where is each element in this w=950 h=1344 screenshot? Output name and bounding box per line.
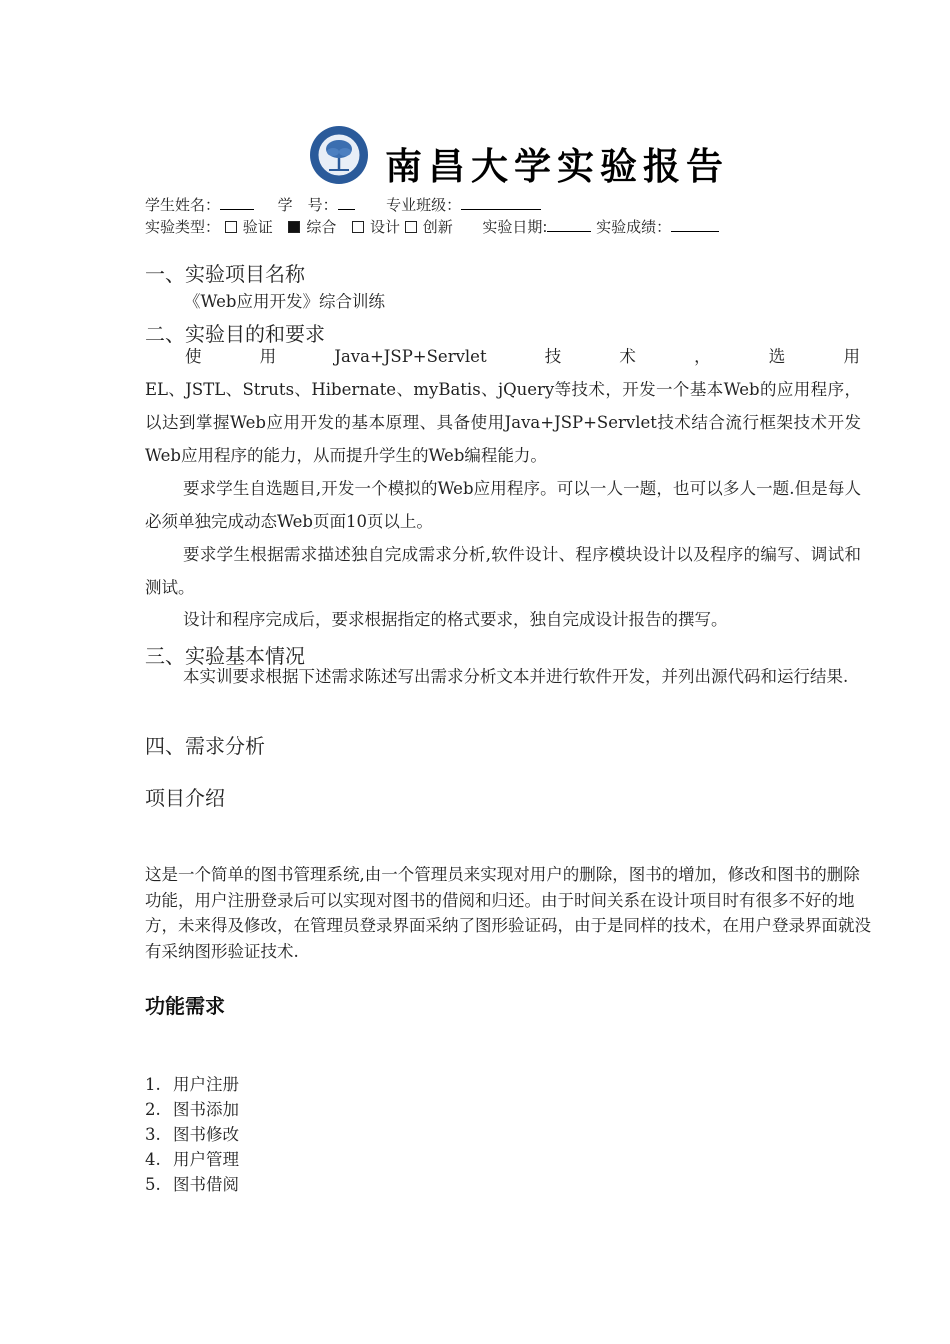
section-2-paragraph-3: 要求学生根据需求描述独自完成需求分析,软件设计、程序模块设计以及程序的编写、调试和测试。 [145, 545, 861, 597]
class-blank [461, 195, 541, 210]
section-2-paragraph-2: 要求学生自选题目,开发一个模拟的Web应用程序。可以一人一题，也可以多人一题.但是每人必须单独完成动态Web页面10页以上。 [145, 479, 861, 531]
type-option-comprehensive: 综合 [288, 218, 336, 236]
function-list [145, 1072, 239, 1197]
section-4-title: 四、需求分析 [145, 734, 265, 758]
list-item: 1. 用户注册 [145, 1075, 239, 1094]
date-label: 实验日期: [482, 218, 548, 236]
list-item: 2. 图书添加 [145, 1100, 239, 1119]
section-2-title: 二、实验目的和要求 [145, 322, 325, 346]
project-intro-title: 项目介绍 [145, 786, 225, 810]
section-1-title: 一、实验项目名称 [145, 262, 305, 286]
student-id-blank [338, 195, 355, 210]
section-2-paragraph-1 [145, 340, 861, 472]
list-item: 3. 图书修改 [145, 1125, 239, 1144]
type-option-design: 设计 [352, 218, 400, 236]
score-label: 实验成绩： [596, 218, 672, 236]
project-intro-text: 这是一个简单的图书管理系统,由一个管理员来实现对用户的删除，图书的增加，修改和图书的删除功能，用户注册登录后可以实现对图书的借阅和归还。由于时间关系在设计项目时有很多不好的地方，未来得及修改，在管理员登录界面采纳了图形验证码，由于是同样的技术，在用户登录界面就没有采纳图形验证技术. [145, 865, 871, 961]
experiment-info-row [145, 216, 719, 237]
class-label: 专业班级： [386, 196, 462, 214]
function-requirements-title: 功能需求 [145, 994, 225, 1018]
report-title: 南昌大学实验报告 [385, 144, 729, 188]
section-3-text: 本实训要求根据下述需求陈述写出需求分析文本并进行软件开发，并列出源代码和运行结果. [183, 667, 849, 686]
type-option-verify: 验证 [225, 218, 273, 236]
type-option-innovate: 创新 [405, 218, 453, 236]
checkbox-innovate [405, 221, 417, 233]
list-item: 4. 用户管理 [145, 1150, 239, 1169]
checkbox-design [352, 221, 364, 233]
student-id-label: 学 号： [277, 196, 338, 214]
section-1-text: 《Web应用开发》综合训练 [184, 292, 385, 311]
paragraph-1-rest: EL、JSTL、Struts、Hibernate、myBatis、jQuery等技术，开发一个基本Web的应用程序，以达到掌握Web应用开发的基本原理、具备使用Java+JSP+Servlet技术结合流行框架技术开发Web应用程序的能力，从而提升学生的Web编程能力。 [145, 380, 861, 465]
list-item: 5. 图书借阅 [145, 1175, 239, 1194]
section-3-title: 三、实验基本情况 [145, 644, 305, 668]
date-blank [547, 217, 591, 232]
student-info-row [145, 194, 541, 215]
checkbox-comprehensive [288, 221, 300, 233]
student-name-label: 学生姓名： [145, 196, 221, 214]
justified-first-line: 使 用 Java+JSP+Servlet 技 术 ， 选 用 [185, 347, 860, 366]
university-logo [309, 125, 369, 185]
section-2-paragraph-4: 设计和程序完成后，要求根据指定的格式要求，独自完成设计报告的撰写。 [183, 610, 728, 629]
student-name-blank [220, 195, 254, 210]
type-label: 实验类型： [145, 218, 221, 236]
checkbox-verify [225, 221, 237, 233]
score-blank [671, 217, 719, 232]
